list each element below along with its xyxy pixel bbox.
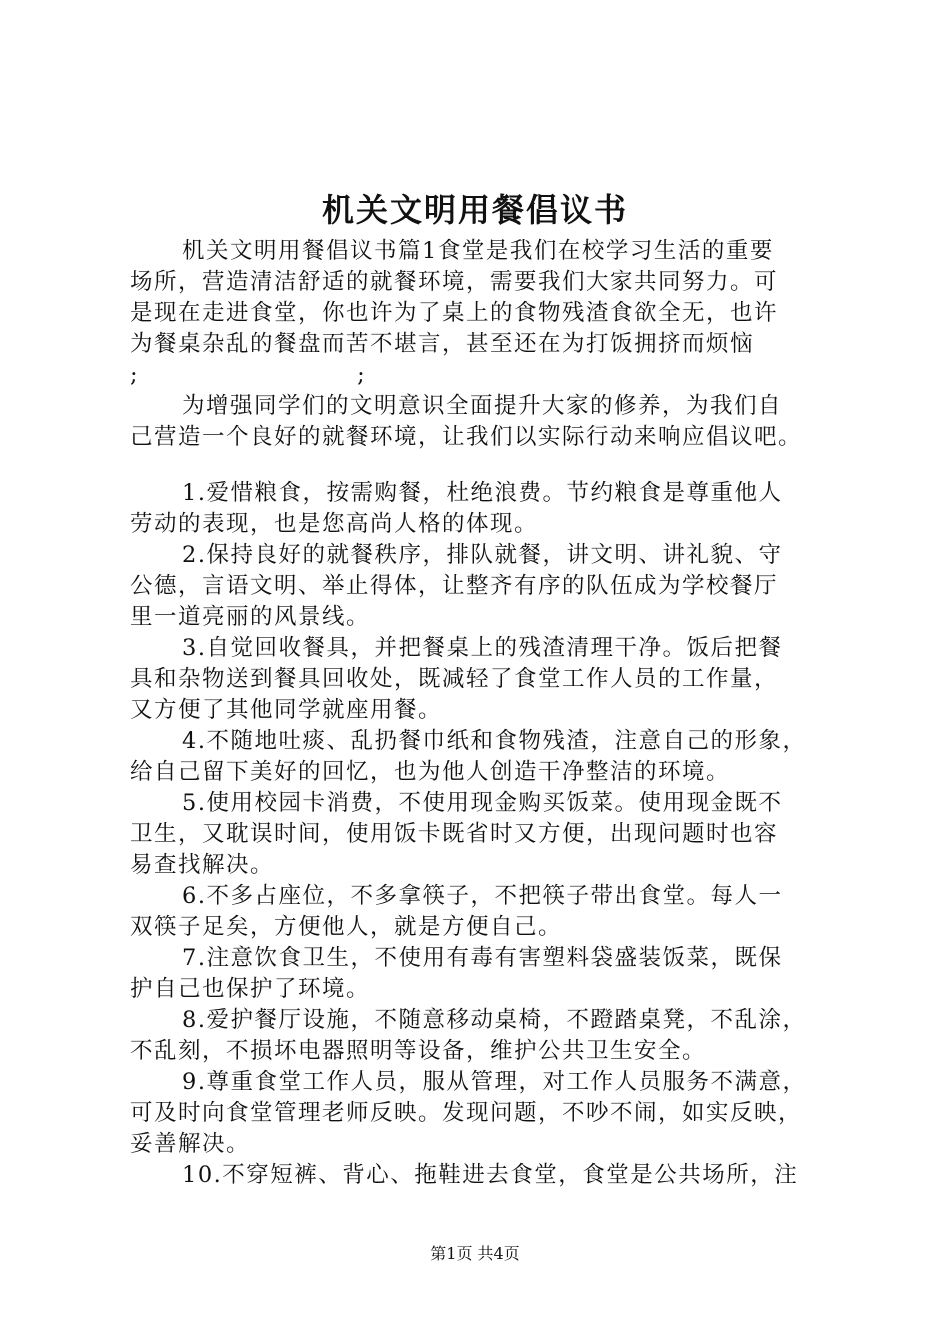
- paragraph-line: 护自己也保护了环境。: [130, 976, 371, 1002]
- paragraph-line: 可及时向食堂管理老师反映。发现问题，不吵不闹，如实反映，: [130, 1100, 803, 1126]
- paragraph-line: 双筷子足矣，方便他人，就是方便自己。: [130, 914, 563, 940]
- paragraph-line: 为餐桌杂乱的餐盘而苦不堪言，甚至还在为打饭拥挤而烦恼: [130, 331, 755, 357]
- document-body: [130, 236, 835, 1191]
- paragraph-line: 场所，营造清洁舒适的就餐环境，需要我们大家共同努力。可: [130, 269, 779, 295]
- paragraph-line: 7.注意饮食卫生，不使用有毒有害塑料袋盛装饭菜，既保: [182, 945, 783, 971]
- paragraph-line: 6.不多占座位，不多拿筷子，不把筷子带出食堂。每人一: [182, 883, 783, 909]
- page-footer: 第1页 共4页: [430, 1244, 520, 1263]
- paragraph-line: 给自己留下美好的回忆，也为他人创造干净整洁的环境。: [130, 759, 731, 785]
- semicolon-mark: ;: [357, 362, 367, 388]
- semicolon-mark: ;: [130, 362, 140, 388]
- paragraph-line: 又方便了其他同学就座用餐。: [130, 697, 443, 723]
- paragraph-line: 妥善解决。: [130, 1131, 251, 1157]
- paragraph-line: 不乱刻，不损坏电器照明等设备，维护公共卫生安全。: [130, 1038, 707, 1064]
- paragraph-line: 卫生，又耽误时间，使用饭卡既省时又方便，出现问题时也容: [130, 821, 779, 847]
- paragraph-line: 2.保持良好的就餐秩序，排队就餐，讲文明、讲礼貌、守: [182, 542, 783, 568]
- paragraph-line: 10.不穿短裤、背心、拖鞋进去食堂，食堂是公共场所，注: [182, 1162, 799, 1188]
- paragraph-line: 是现在走进食堂，你也许为了桌上的食物残渣食欲全无，也许: [130, 300, 779, 326]
- paragraph-line: 为增强同学们的文明意识全面提升大家的修养，为我们自: [182, 393, 783, 419]
- paragraph-line: 3.自觉回收餐具，并把餐桌上的残渣清理干净。饭后把餐: [182, 635, 783, 661]
- paragraph-line: 公德，言语文明、举止得体，让整齐有序的队伍成为学校餐厅: [130, 573, 779, 599]
- paragraph-line: 具和杂物送到餐具回收处，既减轻了食堂工作人员的工作量，: [130, 666, 779, 692]
- paragraph-line: 机关文明用餐倡议书篇1食堂是我们在校学习生活的重要: [182, 238, 774, 264]
- paragraph-gap: [130, 453, 835, 478]
- paragraph-line: 易查找解决。: [130, 852, 275, 878]
- paragraph-line: 8.爱护餐厅设施，不随意移动桌椅，不蹬踏桌凳，不乱涂，: [182, 1007, 807, 1033]
- paragraph-line: [130, 360, 835, 391]
- paragraph-line: 劳动的表现，也是您高尚人格的体现。: [130, 511, 539, 537]
- paragraph-line: 己营造一个良好的就餐环境，让我们以实际行动来响应倡议吧。: [130, 424, 803, 450]
- paragraph-line: 1.爱惜粮食，按需购餐，杜绝浪费。节约粮食是尊重他人: [182, 480, 783, 506]
- paragraph-line: 5.使用校园卡消费，不使用现金购买饭菜。使用现金既不: [182, 790, 783, 816]
- document-title: 机关文明用餐倡议书: [321, 191, 628, 229]
- paragraph-line: 里一道亮丽的风景线。: [130, 604, 371, 630]
- paragraph-line: 9.尊重食堂工作人员，服从管理，对工作人员服务不满意，: [182, 1069, 807, 1095]
- paragraph-line: 4.不随地吐痰、乱扔餐巾纸和食物残渣，注意自己的形象，: [182, 728, 807, 754]
